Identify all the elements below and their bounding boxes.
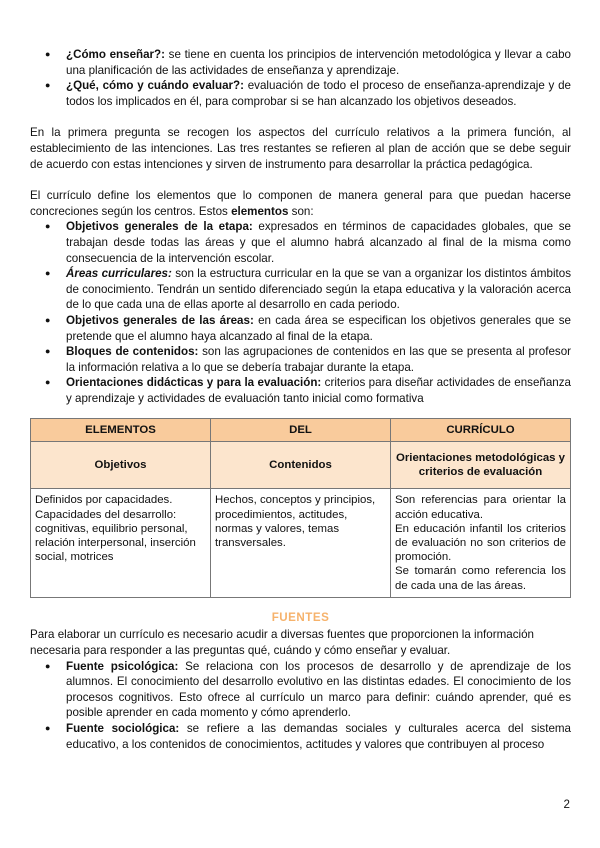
paragraph-functions: En la primera pregunta se recogen los aspectos del currículo relativos a la primera función, al establecimiento de las intenciones. Las tres restantes se refieren al plan de acción que se debe seguir de acuerdo con estas intenciones y sirven de instrumento para desarrollar la práctica pedagógica. xyxy=(30,126,571,171)
list-item xyxy=(30,659,571,721)
fuentes-bullet-list xyxy=(30,659,571,753)
table-subheader-row xyxy=(31,442,571,489)
list-item xyxy=(30,266,571,313)
paragraph-elements-intro xyxy=(30,188,571,219)
header-cell: DEL xyxy=(211,419,391,442)
cell-line: Definidos por capacidades. xyxy=(35,494,173,507)
item-text: son la estructura curricular en la que se van a organizar los distintos ámbitos de conocimiento. Tendrán un sentido diferenciado según la etapa educativa y la valoración acerca de lo que cada una de ellas aporte al desarrollo en cada periodo. xyxy=(66,267,571,312)
list-item xyxy=(30,313,571,344)
cell-line: Capacidades del desarrollo: cognitivas, equilibrio personal, relación interpersonal, inserción social, motrices xyxy=(35,508,196,564)
table-cell-contenidos xyxy=(211,489,391,597)
item-term: ¿Qué, cómo y cuándo evaluar?: xyxy=(66,79,244,93)
list-item xyxy=(30,78,571,109)
item-term: Áreas curriculares: xyxy=(66,267,172,281)
item-text: Se relaciona con los procesos de desarrollo y de aprendizaje de los alumnos. El conocimiento del desarrollo evolutivo en las distintas edades. El conocimiento de los procesos cognitivos. Esto ofrece al currículo un marco para definir: cuándo aprender, qué es posible aprender en cada momento y cómo aprenderlo. xyxy=(66,659,571,720)
list-item xyxy=(30,219,571,266)
item-text: evaluación de todo el proceso de enseñanza-aprendizaje y de todos los implicados en él, para comprobar si se han alcanzado los objetivos deseados. xyxy=(66,79,571,108)
cell-line: Son referencias para orientar la acción educativa. xyxy=(395,494,566,521)
subheader-cell: Orientaciones metodológicas y criterios de evaluación xyxy=(391,442,571,489)
list-item xyxy=(30,47,571,78)
header-cell: CURRÍCULO xyxy=(391,419,571,442)
item-term: ¿Cómo enseñar?: xyxy=(66,48,166,61)
item-term: Fuente sociológica: xyxy=(66,722,180,736)
item-text: expresados en términos de capacidades globales, que se trabajan desde todas las áreas y que el alumno habrá alcanzado al final de la misma como consecuencia de la intervención escolar. xyxy=(66,220,571,265)
table-cell-objetivos xyxy=(31,489,211,597)
item-text: se refiere a las demandas sociales y culturales acerca del sistema educativo, a los contenidos de conocimientos, actitudes y valores que contribuyen al proceso xyxy=(66,722,571,751)
section-heading-fuentes: FUENTES xyxy=(271,610,330,624)
table-cell-orientaciones xyxy=(391,489,571,597)
curriculum-elements-table xyxy=(30,418,571,597)
elements-bullet-list xyxy=(30,219,571,406)
intro-end: son: xyxy=(288,204,314,218)
intro-text: El currículo define los elementos que lo componen de manera general para que puedan hacerse concreciones según los centros. Estos xyxy=(30,189,571,218)
item-term: Objetivos generales de la etapa: xyxy=(66,220,253,234)
list-item xyxy=(30,344,571,375)
item-text: criterios para diseñar actividades de enseñanza y aprendizaje y actividades de evaluación tanto inicial como formativa xyxy=(66,376,571,405)
list-item xyxy=(30,721,571,752)
item-term: Bloques de contenidos: xyxy=(66,345,199,359)
subheader-cell: Objetivos xyxy=(31,442,211,489)
table-row xyxy=(31,489,571,597)
item-text: son las agrupaciones de contenidos en las que se presenta al profesor la información relativa a lo que se debería trabajar durante la etapa. xyxy=(66,345,572,374)
cell-line: Hechos, conceptos y principios, procedimientos, actitudes, normas y valores, temas transversales. xyxy=(215,494,376,550)
cell-line: En educación infantil los criterios de evaluación no son criterios de promoción. xyxy=(395,522,566,564)
header-cell: ELEMENTOS xyxy=(31,419,211,442)
item-text: en cada área se especifican los objetivos generales que se pretende que el alumno haya alcanzado al final de la etapa. xyxy=(66,313,571,343)
item-text: se tiene en cuenta los principios de intervención metodológica y llevar a cabo una planificación de las actividades de enseñanza y aprendizaje. xyxy=(66,48,571,77)
page-number: 2 xyxy=(563,798,570,811)
list-item xyxy=(30,375,571,406)
intro-bold: elementos xyxy=(231,204,289,218)
cell-line: Se tomarán como referencia los de cada una de las áreas. xyxy=(395,565,566,592)
table-header-row xyxy=(31,419,571,442)
top-bullet-list xyxy=(30,47,571,109)
paragraph-fuentes-intro: Para elaborar un currículo es necesario acudir a diversas fuentes que proporcionen la información necesaria para responder a las preguntas qué, cuándo y cómo enseñar y evaluar. xyxy=(30,628,534,658)
subheader-cell: Contenidos xyxy=(211,442,391,489)
page-content xyxy=(30,47,571,752)
item-term: Fuente psicológica: xyxy=(66,659,179,673)
item-term: Objetivos generales de las áreas: xyxy=(66,313,254,327)
item-term: Orientaciones didácticas y para la evaluación: xyxy=(66,376,322,390)
